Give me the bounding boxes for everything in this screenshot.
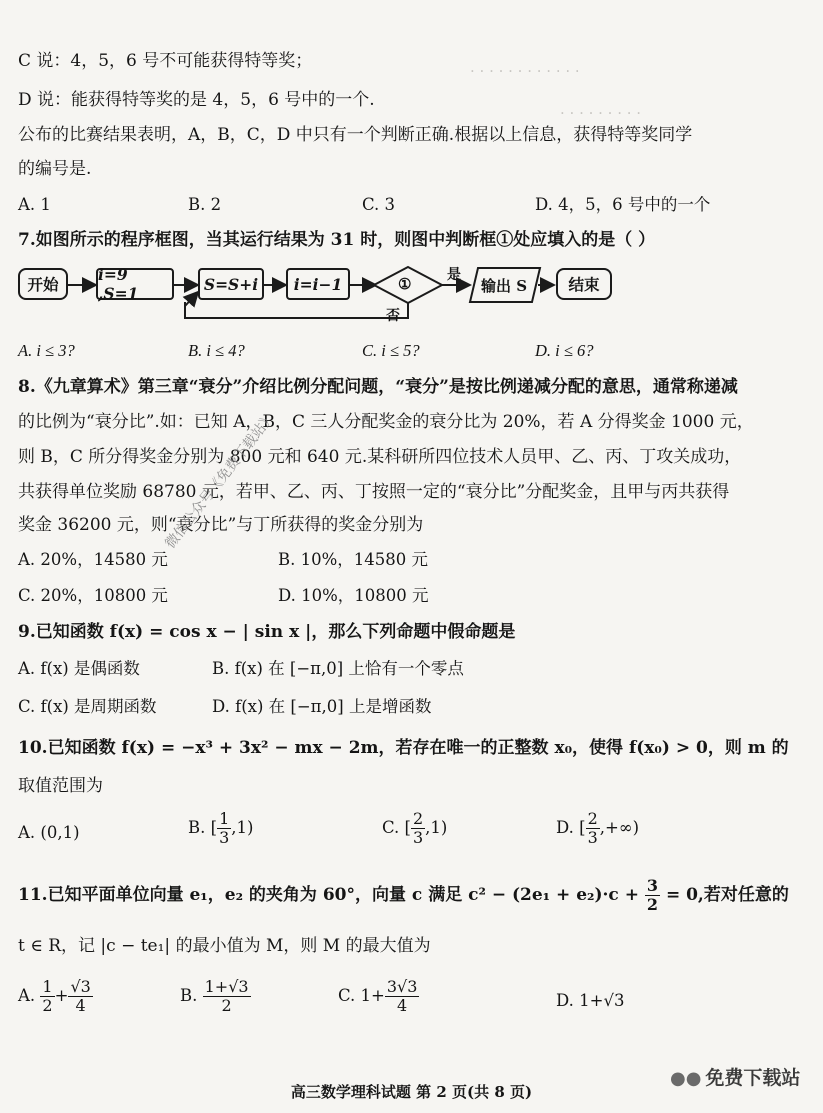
q7-option-c: C. i ≤ 5? bbox=[362, 341, 420, 360]
q7-option-d: D. i ≤ 6? bbox=[535, 341, 594, 360]
q11-option-b bbox=[180, 978, 251, 1015]
q10-option-b bbox=[188, 810, 253, 847]
wechat-icon: ●● bbox=[670, 1068, 702, 1089]
q10-option-b-fraction bbox=[217, 810, 231, 847]
q11-option-b-fraction bbox=[203, 978, 251, 1015]
q10-option-b-suffix: ,1) bbox=[231, 818, 254, 837]
q11-stem-part-b: = 0,若对任意的 bbox=[665, 885, 789, 905]
q11-option-b-numerator: 1+√3 bbox=[204, 977, 249, 996]
q11-option-a-fraction-2-denominator: 4 bbox=[75, 996, 86, 1015]
q8-line3: 则 B，C 所分得奖金分别为 800 元和 640 元.某科研所四位技术人员甲、乙、丙、丁攻关成功， bbox=[18, 447, 742, 467]
bleed-through-text: . . . . . . . . . bbox=[560, 100, 642, 118]
q9-option-d: D. f(x) 在 [−π,0] 上是增函数 bbox=[212, 697, 432, 716]
q10-option-b-numerator: 1 bbox=[219, 809, 230, 828]
q10-stem-line1: 10.已知函数 f(x) = −x³ + 3x² − mx − 2m，若存在唯一的正整数 x₀，使得 f(x₀) > 0，则 m 的 bbox=[18, 738, 789, 758]
q11-option-b-denominator: 2 bbox=[221, 996, 232, 1015]
flow-no-label: 否 bbox=[386, 308, 400, 324]
flow-update-i: i=i−1 bbox=[286, 268, 350, 300]
q8-option-d: D. 10%，10800 元 bbox=[278, 586, 429, 605]
q10-option-b-denominator: 3 bbox=[219, 828, 230, 847]
q6-d-statement: D 说：能获得特等奖的是 4，5，6 号中的一个. bbox=[18, 90, 375, 110]
q10-option-c-numerator: 2 bbox=[412, 809, 424, 828]
watermark-text: 免费下载站 bbox=[705, 1067, 801, 1089]
q11-option-c bbox=[338, 978, 419, 1015]
q7-option-a: A. i ≤ 3? bbox=[18, 341, 75, 360]
watermark-logo bbox=[670, 1063, 800, 1090]
q8-option-a: A. 20%，14580 元 bbox=[18, 550, 168, 569]
q11-option-a bbox=[18, 978, 93, 1015]
q11-option-b-prefix: B. bbox=[180, 986, 198, 1005]
q6-option-d: D. 4，5，6 号中的一个 bbox=[535, 195, 711, 214]
q10-option-d bbox=[556, 810, 639, 847]
q8-option-c: C. 20%，10800 元 bbox=[18, 586, 168, 605]
q11-option-c-numerator: 3√3 bbox=[386, 977, 418, 996]
q11-stem-fraction-numerator: 3 bbox=[646, 876, 659, 895]
q11-option-d: D. 1+√3 bbox=[556, 991, 625, 1010]
page-footer: 高三数学理科试题 第 2 页(共 8 页) bbox=[290, 1083, 533, 1101]
q6-line3: 公布的比赛结果表明，A，B，C，D 中只有一个判断正确.根据以上信息，获得特等奖同学 bbox=[18, 125, 693, 145]
q11-option-a-fraction-1 bbox=[40, 978, 54, 1015]
q10-option-d-suffix: ,+∞) bbox=[599, 818, 640, 837]
q10-option-c bbox=[382, 810, 447, 847]
q11-option-a-fraction-1-denominator: 2 bbox=[42, 996, 53, 1015]
wechat-stamp-watermark: 微信公众号《免费下载站》 bbox=[162, 409, 279, 552]
flow-update-s: S=S+i bbox=[198, 268, 264, 300]
q11-option-c-fraction bbox=[385, 978, 420, 1015]
q6-c-statement: C 说：4，5，6 号不可能获得特等奖； bbox=[18, 51, 313, 71]
q9-option-c: C. f(x) 是周期函数 bbox=[18, 697, 157, 716]
q11-stem-line1 bbox=[18, 877, 809, 914]
q10-option-a: A. (0,1) bbox=[18, 823, 80, 842]
flow-decision-label: ① bbox=[398, 275, 412, 293]
q10-option-d-numerator: 2 bbox=[587, 809, 598, 828]
q11-stem-part-a: 11.已知平面单位向量 e₁，e₂ 的夹角为 60°，向量 c 满足 c² − (2e₁ + e₂)·c + bbox=[18, 885, 639, 905]
q8-line4: 共获得单位奖励 68780 元，若甲、乙、丙、丁按照一定的“衰分比”分配奖金，且甲与丙共获得 bbox=[18, 482, 730, 502]
q11-option-c-denominator: 4 bbox=[397, 996, 408, 1015]
q6-line4: 的编号是. bbox=[18, 159, 92, 179]
flow-init: i=9 ,S=1 bbox=[96, 268, 174, 300]
q11-option-a-fraction-1-numerator: 1 bbox=[42, 977, 53, 996]
q10-option-c-suffix: ,1) bbox=[425, 818, 448, 837]
q11-option-a-fraction-2-numerator: √3 bbox=[70, 977, 91, 996]
q11-stem-fraction bbox=[645, 877, 660, 914]
q10-option-c-prefix: C. [ bbox=[382, 818, 411, 837]
q10-option-c-fraction bbox=[411, 810, 425, 847]
q11-option-c-prefix: C. 1+ bbox=[338, 986, 385, 1005]
q8-line5: 奖金 36200 元，则“衰分比”与丁所获得的奖金分别为 bbox=[18, 515, 424, 535]
q10-option-d-fraction bbox=[586, 810, 600, 847]
bleed-through-text: . . . . . . . . . . . . bbox=[470, 58, 580, 76]
q10-stem-line2: 取值范围为 bbox=[18, 776, 103, 796]
q8-line2: 的比例为“衰分比”.如：已知 A，B，C 三人分配奖金的衰分比为 20%，若 A 分得奖金 1000 元， bbox=[18, 412, 754, 432]
q11-option-a-plus: + bbox=[54, 986, 69, 1005]
q7-option-b: B. i ≤ 4? bbox=[188, 341, 245, 360]
flow-end: 结束 bbox=[556, 268, 612, 300]
flow-yes-label: 是 bbox=[447, 267, 461, 283]
q11-option-a-prefix: A. bbox=[18, 986, 36, 1005]
q11-option-a-fraction-2 bbox=[68, 978, 92, 1015]
q8-line1: 8.《九章算术》第三章“衰分”介绍比例分配问题，“衰分”是按比例递减分配的意思，通常称递减 bbox=[18, 377, 738, 397]
q9-option-a: A. f(x) 是偶函数 bbox=[18, 659, 140, 678]
q11-stem-fraction-denominator: 2 bbox=[646, 895, 659, 914]
flow-output: 输出 S bbox=[481, 277, 528, 295]
q10-option-b-prefix: B. [ bbox=[188, 818, 218, 837]
q6-option-a: A. 1 bbox=[18, 195, 51, 214]
q11-stem-line2: t ∈ R，记 |c − te₁| 的最小值为 M，则 M 的最大值为 bbox=[18, 936, 431, 956]
q9-stem: 9.已知函数 f(x) = cos x − | sin x |，那么下列命题中假命题是 bbox=[18, 622, 516, 642]
q7-stem: 7.如图所示的程序框图，当其运行结果为 31 时，则图中判断框①处应填入的是（ ） bbox=[18, 230, 656, 250]
flow-start: 开始 bbox=[18, 268, 68, 300]
q8-option-b: B. 10%，14580 元 bbox=[278, 550, 429, 569]
q10-option-d-denominator: 3 bbox=[587, 828, 598, 847]
q6-option-c: C. 3 bbox=[362, 195, 396, 214]
q10-option-d-prefix: D. [ bbox=[556, 818, 586, 837]
q6-option-b: B. 2 bbox=[188, 195, 222, 214]
q9-option-b: B. f(x) 在 [−π,0] 上恰有一个零点 bbox=[212, 659, 464, 678]
q10-option-c-denominator: 3 bbox=[412, 828, 424, 847]
